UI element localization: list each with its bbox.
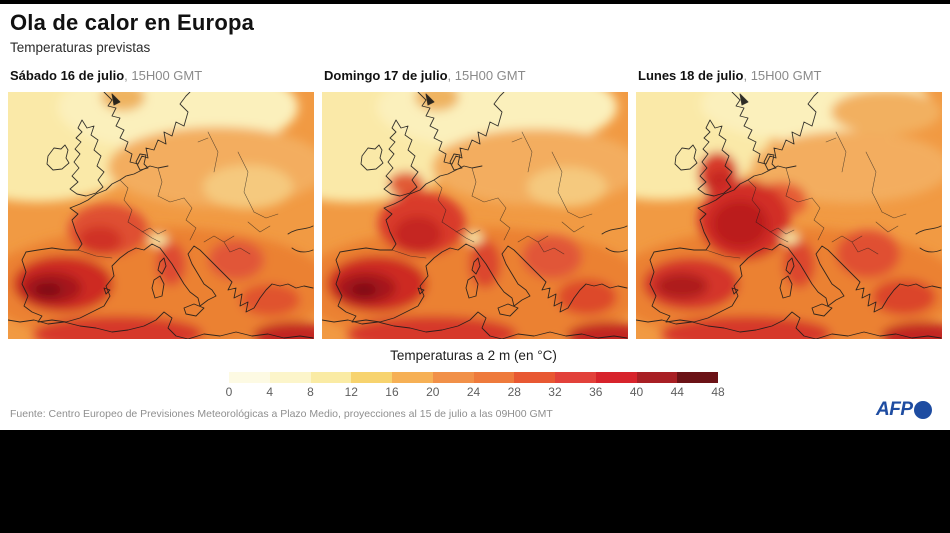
legend-tick-label: 40: [629, 385, 644, 399]
legend-color-segment: [229, 372, 270, 383]
legend-tick-label: 48: [711, 385, 725, 399]
map-label-sunday: [324, 68, 526, 83]
legend-tick-label: 0: [225, 385, 233, 399]
graphic-canvas: [0, 4, 950, 430]
map-monday-svg: [636, 92, 942, 339]
legend-tick-label: 12: [344, 385, 358, 399]
legend-color-segment: [474, 372, 515, 383]
legend-color-segment: [433, 372, 474, 383]
map-time: , 15H00 GMT: [447, 68, 526, 83]
map-date: Domingo 17 de julio: [324, 68, 448, 83]
page-title: Ola de calor en Europa: [10, 10, 255, 35]
legend-color-segment: [311, 372, 352, 383]
legend-colorbar: [229, 372, 718, 383]
legend-color-segment: [392, 372, 433, 383]
afp-logo-text: AFP: [876, 399, 913, 420]
legend-tick-label: 8: [307, 385, 314, 399]
map-time: , 15H00 GMT: [124, 68, 203, 83]
legend-tick-label: 28: [507, 385, 521, 399]
legend-color-segment: [637, 372, 678, 383]
temperature-legend: [225, 348, 725, 401]
legend-tick-label: 20: [426, 385, 440, 399]
map-date: Sábado 16 de julio: [10, 68, 125, 83]
map-date: Lunes 18 de julio: [638, 68, 744, 83]
map-monday: [636, 92, 942, 339]
legend-color-segment: [596, 372, 637, 383]
legend-tick-label: 16: [385, 385, 399, 399]
legend-color-segment: [555, 372, 596, 383]
legend-tick-label: 44: [670, 385, 684, 399]
legend-color-segment: [677, 372, 718, 383]
map-sunday: [322, 92, 628, 339]
legend-tick-label: 24: [466, 385, 481, 399]
map-time: , 15H00 GMT: [743, 68, 822, 83]
map-sunday-svg: [322, 92, 628, 339]
afp-logo-circle-icon: [914, 401, 932, 419]
legend-color-segment: [351, 372, 392, 383]
map-saturday: [8, 92, 314, 339]
legend-title: Temperaturas a 2 m (en °C): [390, 348, 557, 363]
map-saturday-svg: [8, 92, 314, 339]
legend-color-segment: [514, 372, 555, 383]
legend-color-segment: [270, 372, 311, 383]
legend-tick-label: 36: [589, 385, 603, 399]
page-subtitle: Temperaturas previstas: [10, 40, 151, 55]
map-label-saturday: [10, 68, 202, 83]
afp-logo: [876, 399, 932, 421]
legend-tick-label: 32: [548, 385, 562, 399]
legend-ticks: [225, 385, 725, 401]
legend-tick-label: 4: [266, 385, 274, 399]
source-credit: Fuente: Centro Europeo de Previsiones Meteorológicas a Plazo Medio, proyecciones al 15 de julio a las 09H00 GMT: [10, 408, 553, 420]
map-label-monday: [638, 68, 822, 83]
